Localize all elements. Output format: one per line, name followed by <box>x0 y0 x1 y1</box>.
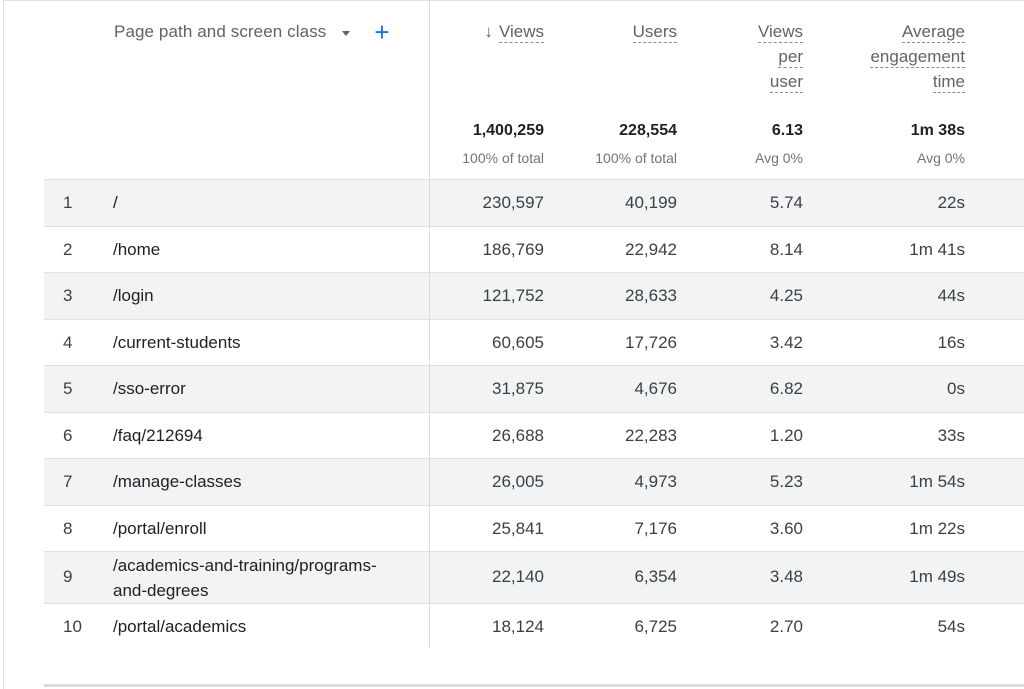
row-page-path-line: and-degrees <box>113 581 209 600</box>
row-page-path: /home <box>113 240 161 259</box>
table-row[interactable] <box>44 365 1024 412</box>
row-views-per-user: 2.70 <box>769 617 803 636</box>
table-row[interactable] <box>44 551 1024 603</box>
row-page-path: /login <box>113 286 154 305</box>
row-index: 10 <box>63 617 82 636</box>
row-users: 7,176 <box>634 519 677 538</box>
total-value: 228,554 <box>619 122 677 139</box>
row-average-engagement-time: 44s <box>937 286 965 305</box>
row-index: 6 <box>63 426 73 445</box>
row-page-path: /portal/enroll <box>113 519 207 538</box>
row-views-per-user: 3.60 <box>769 519 803 538</box>
row-index: 1 <box>63 193 73 212</box>
left-border <box>3 0 4 689</box>
row-index: 5 <box>63 379 73 398</box>
row-users: 6,725 <box>634 617 677 636</box>
column-header-views-per-user[interactable]: Views per user <box>757 22 803 91</box>
column-header-average-engagement-time[interactable]: Average engagement time <box>870 22 965 91</box>
total-value: 1,400,259 <box>472 122 544 139</box>
total-sub: Avg 0% <box>755 150 803 166</box>
caret-down-icon[interactable] <box>342 31 350 36</box>
arrow-down-icon[interactable]: ↓ <box>484 22 493 41</box>
table-row[interactable] <box>44 272 1024 319</box>
row-page-path-line: /academics-and-training/programs- <box>113 556 377 575</box>
row-average-engagement-time: 54s <box>937 617 965 636</box>
column-header-users[interactable]: Users <box>632 22 677 41</box>
row-users: 6,354 <box>634 567 677 586</box>
row-views: 186,769 <box>482 240 544 259</box>
table-row[interactable] <box>44 603 1024 648</box>
row-users: 40,199 <box>625 193 677 212</box>
row-average-engagement-time: 1m 22s <box>909 519 965 538</box>
row-views-per-user: 3.42 <box>769 333 803 352</box>
row-views: 26,005 <box>492 472 544 491</box>
row-page-path <box>113 553 377 603</box>
row-index: 2 <box>63 240 73 259</box>
dimension-header <box>114 17 390 47</box>
row-page-path: /current-students <box>113 333 241 352</box>
row-views: 18,124 <box>492 617 544 636</box>
row-page-path: /portal/academics <box>113 617 247 636</box>
row-users: 4,973 <box>634 472 677 491</box>
column-divider <box>429 0 430 648</box>
row-views-per-user: 8.14 <box>769 240 803 259</box>
row-users: 22,283 <box>625 426 677 445</box>
row-page-path: /faq/212694 <box>113 426 203 445</box>
row-views-per-user: 6.82 <box>769 379 803 398</box>
row-index: 3 <box>63 286 73 305</box>
row-views-per-user: 5.74 <box>769 193 803 212</box>
row-users: 17,726 <box>625 333 677 352</box>
row-average-engagement-time: 1m 41s <box>909 240 965 259</box>
dimension-selector-label[interactable]: Page path and screen class <box>114 22 327 41</box>
row-average-engagement-time: 1m 49s <box>909 567 965 586</box>
row-views-per-user: 1.20 <box>769 426 803 445</box>
row-views: 26,688 <box>492 426 544 445</box>
row-views: 60,605 <box>492 333 544 352</box>
row-page-path: /manage-classes <box>113 472 242 491</box>
table-row[interactable] <box>44 412 1024 458</box>
total-sub: 100% of total <box>595 150 677 166</box>
horizontal-scrollbar[interactable] <box>44 684 1024 687</box>
row-views: 230,597 <box>482 193 544 212</box>
table-row[interactable] <box>44 179 1024 226</box>
total-value: 1m 38s <box>910 122 965 139</box>
row-average-engagement-time: 1m 54s <box>909 472 965 491</box>
row-views: 121,752 <box>482 286 544 305</box>
column-header-views[interactable]: ↓ Views <box>484 22 544 41</box>
row-views-per-user: 4.25 <box>769 286 803 305</box>
row-index: 9 <box>63 567 73 586</box>
row-average-engagement-time: 22s <box>937 193 965 212</box>
add-dimension-icon[interactable]: + <box>374 17 390 47</box>
top-border <box>3 0 1024 1</box>
row-views-per-user: 3.48 <box>769 567 803 586</box>
row-views-per-user: 5.23 <box>769 472 803 491</box>
row-average-engagement-time: 0s <box>947 379 965 398</box>
row-index: 8 <box>63 519 73 538</box>
total-sub: 100% of total <box>462 150 544 166</box>
row-users: 28,633 <box>625 286 677 305</box>
table-row[interactable] <box>44 226 1024 272</box>
total-value: 6.13 <box>771 122 803 139</box>
row-index: 4 <box>63 333 73 352</box>
table-row[interactable] <box>44 458 1024 505</box>
row-index: 7 <box>63 472 73 491</box>
row-users: 4,676 <box>634 379 677 398</box>
table-row[interactable] <box>44 505 1024 551</box>
row-average-engagement-time: 16s <box>937 333 965 352</box>
row-views: 25,841 <box>492 519 544 538</box>
row-page-path: / <box>113 193 118 212</box>
row-views: 31,875 <box>492 379 544 398</box>
row-views: 22,140 <box>492 567 544 586</box>
table-row[interactable] <box>44 319 1024 365</box>
row-page-path: /sso-error <box>113 379 186 398</box>
row-average-engagement-time: 33s <box>937 426 965 445</box>
row-users: 22,942 <box>625 240 677 259</box>
total-sub: Avg 0% <box>917 150 965 166</box>
